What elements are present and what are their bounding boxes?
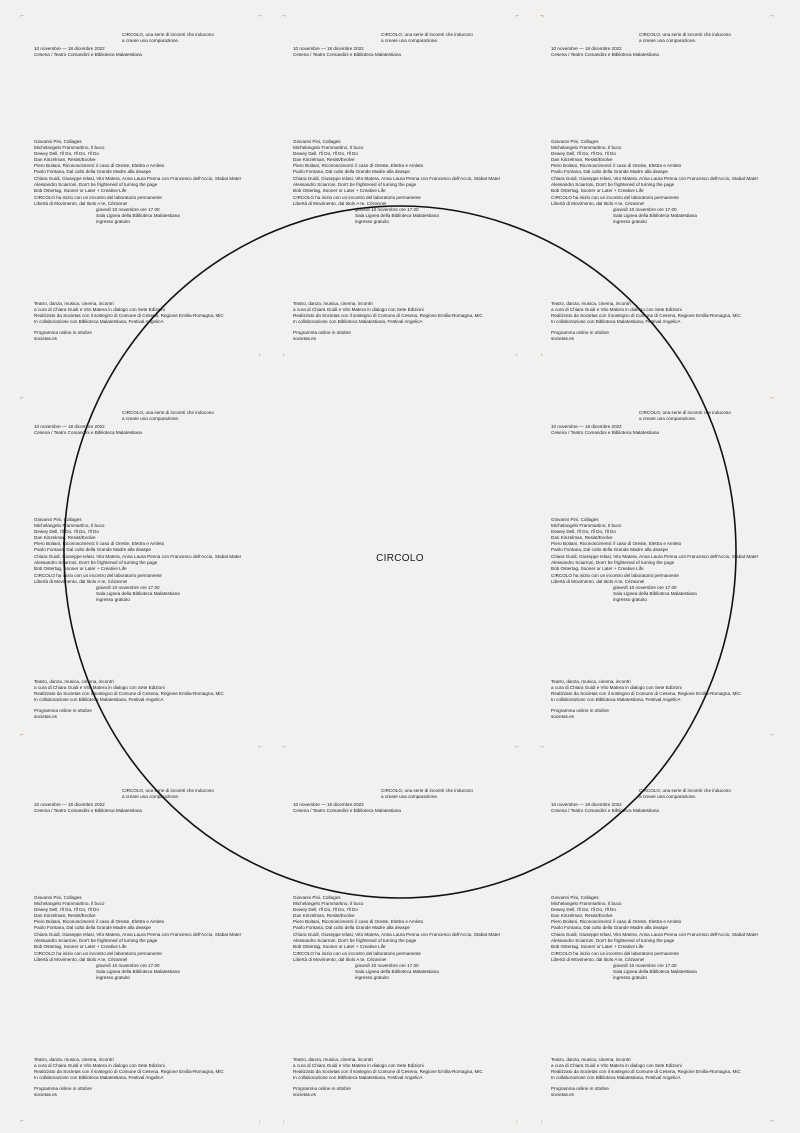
website-link[interactable]: societas.es: [34, 714, 57, 720]
event-dates: [34, 46, 142, 58]
program-item: Chiara Guidi, Giuseppe Ielasi, Vito Matera, Anna Laura Penna con Francesco dell'Accio, Stabat Mater: [551, 175, 759, 181]
program-item: Bob Ostertag, Sooner or Later + Creative Life: [34, 943, 127, 949]
program-item: Dewey Dell, I'll Do, I'll Do, I'll Do: [293, 907, 358, 913]
event-dates: [551, 46, 659, 58]
venue-line: Cesena / Teatro Comandini e Biblioteca Malatestiana: [551, 430, 659, 436]
credits-line: Teatro, danza, musica, cinema, incontri: [551, 301, 631, 306]
lab-entry: ingresso gratuito: [96, 597, 130, 603]
credits-line: Teatro, danza, musica, cinema, incontri: [293, 1057, 373, 1062]
program-item: Alessandro Sciarroni, Don't be frightened of turning the page: [551, 181, 675, 187]
program-item: Dewey Dell, I'll Do, I'll Do, I'll Do: [34, 151, 99, 157]
program-list: [34, 517, 241, 572]
lab-time: giovedì 10 novembre ore 17.00: [613, 963, 677, 969]
program-list: [293, 895, 500, 950]
program-item: Chiara Guidi, Giuseppe Ielasi, Vito Matera, Anna Laura Penna con Francesco dell'Accio, Stabat Mater: [34, 931, 242, 937]
lab-time: giovedì 10 novembre ore 17.00: [96, 207, 160, 213]
credits: [293, 1057, 483, 1081]
dates-line: 10 novembre — 18 dicembre 2022: [34, 46, 105, 51]
lab-info: [293, 951, 439, 981]
program-item: Giovanni Pini, Collages: [551, 139, 599, 144]
program-item: Dewey Dell, I'll Do, I'll Do, I'll Do: [293, 151, 358, 157]
lab-line: CIRCOLO ha inizio con un incontro del laboratorio permanente: [34, 573, 162, 578]
lab-info: [551, 573, 697, 603]
credits-line: In collaborazione con Biblioteca Malatestiana, Festival AngelicA: [34, 319, 164, 325]
event-dates: [551, 802, 659, 814]
program-item: Piero Boitani, Riconoscimenti: il caso di Oreste, Elettra e Amleto: [551, 541, 682, 547]
crop-mark: ⌐: [20, 732, 24, 739]
program-item: Paolo Fontana, Dal culto della Grande Madre alla deaspe: [293, 169, 410, 175]
tagline: [122, 788, 214, 800]
program-list: [551, 517, 758, 572]
program-item: Paolo Fontana, Dal culto della Grande Madre alla deaspe: [34, 547, 151, 553]
crop-mark: ¬: [770, 13, 774, 20]
program-item: Piero Boitani, Riconoscimenti: il caso di Oreste, Elettra e Amleto: [34, 919, 165, 925]
credits-line: Teatro, danza, musica, cinema, incontri: [293, 301, 373, 306]
venue-line: Cesena / Teatro Comandini e Biblioteca Malatestiana: [293, 808, 401, 814]
program-item: Dan Kinzelman, Resist/Evolve: [34, 913, 96, 919]
program-online-note: Programma online in ottobre: [34, 330, 92, 335]
credits-line: Realizzato da Societas con il sostegno di Comune di Cesena, Regione Emilia-Romagna, MiC: [293, 313, 483, 319]
crop-mark: ¬: [540, 744, 544, 751]
crop-mark: ¬: [540, 13, 544, 20]
program-item: Chiara Guidi, Giuseppe Ielasi, Vito Matera, Anna Laura Penna con Francesco dell'Accio, Stabat Mater: [551, 553, 759, 559]
credits-line: In collaborazione con Biblioteca Malatestiana, Festival AngelicA: [34, 697, 164, 703]
dates-line: 10 novembre — 18 dicembre 2022: [293, 46, 364, 51]
program-item: Alessandro Sciarroni, Don't be frightened of turning the page: [34, 559, 158, 565]
lab-line: CIRCOLO ha inizio con un incontro del laboratorio permanente: [293, 951, 421, 956]
program-item: Dan Kinzelman, Resist/Evolve: [293, 913, 355, 919]
lab-line: Libertà di Movimento, dal titolo A te, Cézanne!: [34, 201, 128, 207]
tagline-line: a creare una comparazione.: [639, 416, 697, 422]
credits-line: Teatro, danza, musica, cinema, incontri: [34, 1057, 114, 1062]
tagline-line: CIRCOLO, una serie di incontri che inducono: [122, 788, 214, 793]
program-list: [551, 895, 758, 950]
lab-place: Sala Lignea della Biblioteca Malatestiana: [96, 213, 180, 219]
lab-place: Sala Lignea della Biblioteca Malatestiana: [355, 213, 439, 219]
lab-place: Sala Lignea della Biblioteca Malatestiana: [96, 969, 180, 975]
dates-line: 10 novembre — 18 dicembre 2022: [293, 802, 364, 807]
credits-line: In collaborazione con Biblioteca Malatestiana, Festival AngelicA: [551, 697, 681, 703]
program-item: Giovanni Pini, Collages: [551, 895, 599, 900]
crop-mark: ˪: [515, 351, 519, 358]
lab-line: CIRCOLO ha inizio con un incontro del laboratorio permanente: [551, 573, 679, 578]
program-item: Dan Kinzelman, Resist/Evolve: [551, 535, 613, 541]
lab-entry: ingresso gratuito: [613, 219, 647, 225]
lab-entry: ingresso gratuito: [613, 597, 647, 603]
crop-mark: ¬: [770, 732, 774, 739]
program-item: Chiara Guidi, Giuseppe Ielasi, Vito Matera, Anna Laura Penna con Francesco dell'Accio, Stabat Mater: [551, 931, 759, 937]
credits-line: Realizzato da Societas con il sostegno di Comune di Cesena, Regione Emilia-Romagna, MiC: [551, 313, 741, 319]
dates-line: 10 novembre — 18 dicembre 2022: [34, 424, 105, 429]
lab-info: [34, 195, 180, 225]
credits-line: Realizzato da Societas con il sostegno di Comune di Cesena, Regione Emilia-Romagna, MiC: [34, 691, 224, 697]
program-online-note: Programma online in ottobre: [551, 330, 609, 335]
links: [551, 330, 609, 342]
credits-line: a cura di Chiara Guidi e Vito Matera in dialogo con Sete Edizioni: [293, 1063, 424, 1069]
tagline: [639, 410, 731, 422]
tagline-line: CIRCOLO, una serie di incontri che inducono: [381, 788, 473, 793]
website-link[interactable]: societas.es: [551, 714, 574, 720]
lab-time: giovedì 10 novembre ore 17.00: [355, 963, 419, 969]
crop-mark: ⌐: [515, 744, 519, 751]
website-link[interactable]: societas.es: [34, 1092, 57, 1098]
event-dates: [293, 802, 401, 814]
website-link[interactable]: societas.es: [551, 1092, 574, 1098]
links: [34, 330, 92, 342]
crop-mark: ˪: [282, 1118, 286, 1125]
event-dates: [293, 46, 401, 58]
program-item: Bob Ostertag, Sooner or Later + Creative Life: [293, 943, 386, 949]
tagline-line: CIRCOLO, una serie di incontri che inducono: [122, 410, 214, 415]
program-item: Dan Kinzelman, Resist/Evolve: [551, 157, 613, 163]
lab-entry: ingresso gratuito: [355, 975, 389, 981]
program-item: Bob Ostertag, Sooner or Later + Creative Life: [551, 187, 644, 193]
tagline-line: a creare una comparazione.: [381, 38, 439, 44]
program-item: Piero Boitani, Riconoscimenti: il caso di Oreste, Elettra e Amleto: [34, 541, 165, 547]
lab-line: Libertà di Movimento, dal titolo A te, Cézanne!: [551, 201, 645, 207]
links: [34, 708, 92, 720]
crop-mark: ˪: [540, 351, 544, 358]
credits-line: a cura di Chiara Guidi e Vito Matera in dialogo con Sete Edizioni: [34, 685, 165, 691]
tagline: [639, 788, 731, 800]
program-item: Piero Boitani, Riconoscimenti: il caso di Oreste, Elettra e Amleto: [551, 919, 682, 925]
program-list: [34, 139, 241, 194]
program-item: Michelangelo Frammartino, Il buco: [34, 145, 105, 151]
lab-time: giovedì 10 novembre ore 17.00: [96, 963, 160, 969]
lab-line: Libertà di Movimento, dal titolo A te, Cézanne!: [551, 579, 645, 585]
program-item: Alessandro Sciarroni, Don't be frightened of turning the page: [293, 181, 417, 187]
credits-line: Teatro, danza, musica, cinema, incontri: [551, 679, 631, 684]
program-item: Alessandro Sciarroni, Don't be frightened of turning the page: [293, 937, 417, 943]
credits-line: Teatro, danza, musica, cinema, incontri: [34, 679, 114, 684]
crop-mark: ˪: [258, 1118, 262, 1125]
program-item: Dewey Dell, I'll Do, I'll Do, I'll Do: [34, 529, 99, 535]
program-item: Bob Ostertag, Sooner or Later + Creative Life: [34, 565, 127, 571]
credits-line: Realizzato da Societas con il sostegno di Comune di Cesena, Regione Emilia-Romagna, MiC: [551, 1069, 741, 1075]
program-item: Piero Boitani, Riconoscimenti: il caso di Oreste, Elettra e Amleto: [551, 163, 682, 169]
crop-mark: ¬: [282, 13, 286, 20]
lab-line: CIRCOLO ha inizio con un incontro del laboratorio permanente: [34, 195, 162, 200]
program-item: Alessandro Sciarroni, Don't be frightened of turning the page: [34, 181, 158, 187]
crop-mark: ⌐: [20, 395, 24, 402]
links: [34, 1086, 92, 1098]
tagline-line: a creare una comparazione.: [122, 38, 180, 44]
crop-mark: ¬: [770, 1118, 774, 1125]
tagline-line: CIRCOLO, una serie di incontri che inducono: [381, 32, 473, 37]
credits-line: a cura di Chiara Guidi e Vito Matera in dialogo con Sete Edizioni: [551, 1063, 682, 1069]
tagline-line: a creare una comparazione.: [639, 38, 697, 44]
credits-line: a cura di Chiara Guidi e Vito Matera in dialogo con Sete Edizioni: [34, 1063, 165, 1069]
venue-line: Cesena / Teatro Comandini e Biblioteca Malatestiana: [293, 52, 401, 58]
program-online-note: Programma online in ottobre: [34, 708, 92, 713]
links: [551, 1086, 609, 1098]
program-item: Bob Ostertag, Sooner or Later + Creative Life: [551, 565, 644, 571]
program-item: Paolo Fontana, Dal culto della Grande Madre alla deaspe: [34, 925, 151, 931]
dates-line: 10 novembre — 18 dicembre 2022: [551, 802, 622, 807]
crop-mark: ˪: [282, 351, 286, 358]
lab-line: CIRCOLO ha inizio con un incontro del laboratorio permanente: [293, 195, 421, 200]
venue-line: Cesena / Teatro Comandini e Biblioteca Malatestiana: [34, 430, 142, 436]
website-link[interactable]: societas.es: [293, 336, 316, 342]
credits-line: In collaborazione con Biblioteca Malatestiana, Festival AngelicA: [551, 1075, 681, 1081]
crop-mark: ⌐: [20, 13, 24, 20]
crop-mark: ¬: [770, 395, 774, 402]
tagline: [122, 32, 214, 44]
program-item: Dewey Dell, I'll Do, I'll Do, I'll Do: [551, 907, 616, 913]
program-online-note: Programma online in ottobre: [34, 1086, 92, 1091]
program-item: Dan Kinzelman, Resist/Evolve: [34, 157, 96, 163]
program-item: Alessandro Sciarroni, Don't be frightened of turning the page: [34, 937, 158, 943]
crop-mark: ˪: [540, 1118, 544, 1125]
program-item: Giovanni Pini, Collages: [34, 139, 82, 144]
dates-line: 10 novembre — 18 dicembre 2022: [551, 46, 622, 51]
program-item: Chiara Guidi, Giuseppe Ielasi, Vito Matera, Anna Laura Penna con Francesco dell'Accio, Stabat Mater: [34, 553, 242, 559]
program-item: Giovanni Pini, Collages: [551, 517, 599, 522]
program-list: [551, 139, 758, 194]
credits-line: In collaborazione con Biblioteca Malatestiana, Festival AngelicA: [551, 319, 681, 325]
tagline: [639, 32, 731, 44]
program-item: Bob Ostertag, Sooner or Later + Creative Life: [293, 187, 386, 193]
lab-place: Sala Lignea della Biblioteca Malatestiana: [613, 213, 697, 219]
lab-entry: ingresso gratuito: [613, 975, 647, 981]
program-item: Michelangelo Frammartino, Il buco: [551, 901, 622, 907]
center-title: CIRCOLO: [376, 553, 424, 564]
credits-line: In collaborazione con Biblioteca Malatestiana, Festival AngelicA: [293, 319, 423, 325]
program-item: Michelangelo Frammartino, Il buco: [551, 523, 622, 529]
lab-time: giovedì 10 novembre ore 17.00: [355, 207, 419, 213]
tagline-line: a creare una comparazione.: [381, 794, 439, 800]
program-item: Dan Kinzelman, Resist/Evolve: [34, 535, 96, 541]
program-online-note: Programma online in ottobre: [551, 708, 609, 713]
credits-line: In collaborazione con Biblioteca Malatestiana, Festival AngelicA: [293, 1075, 423, 1081]
crop-mark: ¬: [282, 744, 286, 751]
credits: [34, 301, 224, 325]
lab-entry: ingresso gratuito: [96, 975, 130, 981]
program-item: Dewey Dell, I'll Do, I'll Do, I'll Do: [34, 907, 99, 913]
program-item: Chiara Guidi, Giuseppe Ielasi, Vito Matera, Anna Laura Penna con Francesco dell'Accio, Stabat Mater: [34, 175, 242, 181]
venue-line: Cesena / Teatro Comandini e Biblioteca Malatestiana: [34, 808, 142, 814]
program-item: Chiara Guidi, Giuseppe Ielasi, Vito Matera, Anna Laura Penna con Francesco dell'Accio, Stabat Mater: [293, 931, 501, 937]
program-item: Giovanni Pini, Collages: [34, 517, 82, 522]
lab-info: [551, 195, 697, 225]
tagline-line: CIRCOLO, una serie di incontri che inducono: [639, 32, 731, 37]
tagline-line: CIRCOLO, una serie di incontri che inducono: [639, 788, 731, 793]
credits-line: Teatro, danza, musica, cinema, incontri: [551, 1057, 631, 1062]
program-item: Paolo Fontana, Dal culto della Grande Madre alla deaspe: [34, 169, 151, 175]
program-item: Dan Kinzelman, Resist/Evolve: [551, 913, 613, 919]
lab-line: CIRCOLO ha inizio con un incontro del laboratorio permanente: [34, 951, 162, 956]
event-dates: [34, 424, 142, 436]
program-item: Michelangelo Frammartino, Il buco: [34, 901, 105, 907]
tagline: [381, 32, 473, 44]
program-online-note: Programma online in ottobre: [293, 1086, 351, 1091]
credits-line: a cura di Chiara Guidi e Vito Matera in dialogo con Sete Edizioni: [551, 685, 682, 691]
lab-info: [34, 951, 180, 981]
program-online-note: Programma online in ottobre: [551, 1086, 609, 1091]
lab-line: Libertà di Movimento, dal titolo A te, Cézanne!: [34, 579, 128, 585]
tagline-line: CIRCOLO, una serie di incontri che inducono: [639, 410, 731, 415]
program-item: Bob Ostertag, Sooner or Later + Creative Life: [551, 943, 644, 949]
tagline-line: a creare una comparazione.: [122, 416, 180, 422]
program-item: Piero Boitani, Riconoscimenti: il caso di Oreste, Elettra e Amleto: [293, 163, 424, 169]
program-item: Bob Ostertag, Sooner or Later + Creative Life: [34, 187, 127, 193]
program-item: Paolo Fontana, Dal culto della Grande Madre alla deaspe: [551, 169, 668, 175]
website-link[interactable]: societas.es: [293, 1092, 316, 1098]
lab-info: [551, 951, 697, 981]
lab-line: Libertà di Movimento, dal titolo A te, Cézanne!: [293, 957, 387, 963]
program-item: Alessandro Sciarroni, Don't be frightened of turning the page: [551, 937, 675, 943]
program-item: Dewey Dell, I'll Do, I'll Do, I'll Do: [551, 529, 616, 535]
lab-place: Sala Lignea della Biblioteca Malatestiana: [613, 591, 697, 597]
lab-info: [34, 573, 180, 603]
lab-line: CIRCOLO ha inizio con un incontro del laboratorio permanente: [551, 951, 679, 956]
lab-place: Sala Lignea della Biblioteca Malatestiana: [613, 969, 697, 975]
credits-line: Realizzato da Societas con il sostegno di Comune di Cesena, Regione Emilia-Romagna, MiC: [34, 1069, 224, 1075]
crop-mark: ⌐: [515, 13, 519, 20]
lab-entry: ingresso gratuito: [96, 219, 130, 225]
lab-line: Libertà di Movimento, dal titolo A te, Cézanne!: [551, 957, 645, 963]
lab-place: Sala Lignea della Biblioteca Malatestiana: [96, 591, 180, 597]
crop-mark: ˪: [515, 1118, 519, 1125]
lab-line: CIRCOLO ha inizio con un incontro del laboratorio permanente: [551, 195, 679, 200]
credits-line: a cura di Chiara Guidi e Vito Matera in dialogo con Sete Edizioni: [293, 307, 424, 313]
tagline-line: CIRCOLO, una serie di incontri che inducono: [122, 32, 214, 37]
lab-time: giovedì 10 novembre ore 17.00: [613, 585, 677, 591]
credits: [551, 301, 741, 325]
credits: [551, 1057, 741, 1081]
program-item: Paolo Fontana, Dal culto della Grande Madre alla deaspe: [551, 925, 668, 931]
event-dates: [34, 802, 142, 814]
credits: [551, 679, 741, 703]
program-online-note: Programma online in ottobre: [293, 330, 351, 335]
lab-info: [293, 195, 439, 225]
lab-entry: ingresso gratuito: [355, 219, 389, 225]
dates-line: 10 novembre — 18 dicembre 2022: [551, 424, 622, 429]
program-item: Piero Boitani, Riconoscimenti: il caso di Oreste, Elettra e Amleto: [34, 163, 165, 169]
program-list: [293, 139, 500, 194]
program-item: Giovanni Pini, Collages: [293, 139, 341, 144]
lab-place: Sala Lignea della Biblioteca Malatestiana: [355, 969, 439, 975]
program-item: Alessandro Sciarroni, Don't be frightened of turning the page: [551, 559, 675, 565]
credits-line: In collaborazione con Biblioteca Malatestiana, Festival AngelicA: [34, 1075, 164, 1081]
credits-line: Realizzato da Societas con il sostegno di Comune di Cesena, Regione Emilia-Romagna, MiC: [293, 1069, 483, 1075]
credits: [34, 1057, 224, 1081]
dates-line: 10 novembre — 18 dicembre 2022: [34, 802, 105, 807]
credits-line: a cura di Chiara Guidi e Vito Matera in dialogo con Sete Edizioni: [551, 307, 682, 313]
credits-line: a cura di Chiara Guidi e Vito Matera in dialogo con Sete Edizioni: [34, 307, 165, 313]
tagline: [381, 788, 473, 800]
crop-mark: ⌐: [20, 1118, 24, 1125]
program-item: Michelangelo Frammartino, Il buco: [293, 145, 364, 151]
program-item: Michelangelo Frammartino, Il buco: [34, 523, 105, 529]
links: [551, 708, 609, 720]
credits-line: Teatro, danza, musica, cinema, incontri: [34, 301, 114, 306]
tagline-line: a creare una comparazione.: [122, 794, 180, 800]
lab-time: giovedì 10 novembre ore 17.00: [96, 585, 160, 591]
credits: [293, 301, 483, 325]
credits-line: Realizzato da Societas con il sostegno di Comune di Cesena, Regione Emilia-Romagna, MiC: [551, 691, 741, 697]
credits-line: Realizzato da Societas con il sostegno di Comune di Cesena, Regione Emilia-Romagna, MiC: [34, 313, 224, 319]
links: [293, 1086, 351, 1098]
program-item: Michelangelo Frammartino, Il buco: [551, 145, 622, 151]
program-item: Michelangelo Frammartino, Il buco: [293, 901, 364, 907]
venue-line: Cesena / Teatro Comandini e Biblioteca Malatestiana: [34, 52, 142, 58]
program-item: Paolo Fontana, Dal culto della Grande Madre alla deaspe: [551, 547, 668, 553]
crop-mark: ⌐: [258, 744, 262, 751]
website-link[interactable]: societas.es: [551, 336, 574, 342]
crop-mark: ˪: [258, 351, 262, 358]
links: [293, 330, 351, 342]
program-item: Chiara Guidi, Giuseppe Ielasi, Vito Matera, Anna Laura Penna con Francesco dell'Accio, Stabat Mater: [293, 175, 501, 181]
tagline-line: a creare una comparazione.: [639, 794, 697, 800]
event-dates: [551, 424, 659, 436]
venue-line: Cesena / Teatro Comandini e Biblioteca Malatestiana: [551, 808, 659, 814]
program-item: Paolo Fontana, Dal culto della Grande Madre alla deaspe: [293, 925, 410, 931]
credits: [34, 679, 224, 703]
program-list: [34, 895, 241, 950]
program-item: Giovanni Pini, Collages: [34, 895, 82, 900]
program-item: Dan Kinzelman, Resist/Evolve: [293, 157, 355, 163]
program-item: Giovanni Pini, Collages: [293, 895, 341, 900]
tagline: [122, 410, 214, 422]
website-link[interactable]: societas.es: [34, 336, 57, 342]
program-item: Piero Boitani, Riconoscimenti: il caso di Oreste, Elettra e Amleto: [293, 919, 424, 925]
program-item: Dewey Dell, I'll Do, I'll Do, I'll Do: [551, 151, 616, 157]
crop-mark: ⌐: [258, 13, 262, 20]
lab-line: Libertà di Movimento, dal titolo A te, Cézanne!: [293, 201, 387, 207]
venue-line: Cesena / Teatro Comandini e Biblioteca Malatestiana: [551, 52, 659, 58]
lab-time: giovedì 10 novembre ore 17.00: [613, 207, 677, 213]
lab-line: Libertà di Movimento, dal titolo A te, Cézanne!: [34, 957, 128, 963]
